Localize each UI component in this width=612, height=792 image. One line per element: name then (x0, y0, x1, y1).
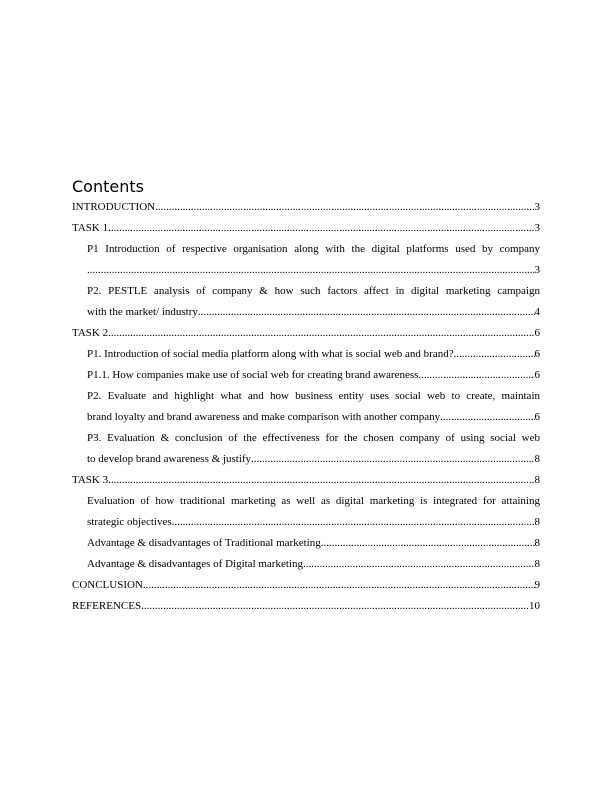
toc-entry-label: P3. Evaluation & conclusion of the effectiveness for the chosen company of using social web (87, 432, 540, 444)
toc-entry-label: P2. PESTLE analysis of company & how such factors affect in digital marketing campaign (87, 285, 540, 297)
toc-entry-task2-p1-1[interactable] (72, 365, 540, 386)
toc-entry-label: TASK 2 (72, 327, 109, 339)
toc-entry-introduction[interactable] (72, 197, 540, 218)
table-of-contents (72, 177, 540, 617)
toc-entry-label: P2. Evaluate and highlight what and how business entity uses social web to create, maintain (87, 390, 540, 402)
toc-entry-label: CONCLUSION (72, 579, 143, 591)
toc-entry-task1-p1[interactable] (72, 239, 540, 281)
toc-entry-page: 6 (534, 327, 540, 339)
toc-entry-task-3[interactable] (72, 470, 540, 491)
toc-entry-task3-digital[interactable] (72, 554, 540, 575)
toc-entry-references[interactable] (72, 596, 540, 617)
toc-entry-label-cont: strategic objectives (87, 516, 172, 528)
toc-entry-task-2[interactable] (72, 323, 540, 344)
toc-entry-label: TASK 3 (72, 474, 109, 486)
toc-entry-task3-traditional[interactable] (72, 533, 540, 554)
toc-entry-page: 6 (534, 411, 540, 423)
toc-entry-label: P1 Introduction of respective organisation along with the digital platforms used by company (87, 243, 540, 255)
toc-entry-task1-p2[interactable] (72, 281, 540, 323)
toc-entry-label: Advantage & disadvantages of Traditional marketing (87, 537, 321, 549)
toc-entry-task2-p2[interactable] (72, 386, 540, 428)
toc-title: Contents (72, 177, 144, 196)
toc-entry-page: 3 (534, 264, 540, 276)
toc-entry-page: 6 (534, 369, 540, 381)
toc-entry-task-1[interactable] (72, 218, 540, 239)
toc-entry-label-cont: brand loyalty and brand awareness and make comparison with another company (87, 411, 441, 423)
toc-entry-page: 6 (534, 348, 540, 360)
toc-entry-page: 4 (534, 306, 540, 318)
toc-entry-label: P1. Introduction of social media platform along with what is social web and brand? (87, 348, 454, 360)
toc-entry-label-cont: to develop brand awareness & justify (87, 453, 252, 465)
toc-entry-page: 8 (534, 516, 540, 528)
toc-entry-page: 8 (534, 537, 540, 549)
toc-entry-task2-p3[interactable] (72, 428, 540, 470)
toc-entry-label: INTRODUCTION (72, 201, 156, 213)
toc-entry-page: 8 (534, 474, 540, 486)
toc-entry-task2-p1[interactable] (72, 344, 540, 365)
toc-entry-page: 8 (534, 453, 540, 465)
toc-entry-label: Evaluation of how traditional marketing as well as digital marketing is integrated for attaining (87, 495, 540, 507)
toc-entry-page: 10 (529, 600, 540, 612)
toc-entry-task3-evaluation[interactable] (72, 491, 540, 533)
toc-entry-label-cont: with the market/ industry (87, 306, 198, 318)
toc-entry-conclusion[interactable] (72, 575, 540, 596)
toc-entry-label: REFERENCES (72, 600, 142, 612)
toc-entry-page: 8 (534, 558, 540, 570)
toc-entry-page: 9 (534, 579, 540, 591)
toc-entry-page: 3 (534, 222, 540, 234)
toc-entry-label: P1.1. How companies make use of social web for creating brand awareness (87, 369, 419, 381)
toc-entry-page: 3 (534, 201, 540, 213)
toc-entry-label: Advantage & disadvantages of Digital marketing (87, 558, 303, 570)
toc-entry-label: TASK 1 (72, 222, 109, 234)
